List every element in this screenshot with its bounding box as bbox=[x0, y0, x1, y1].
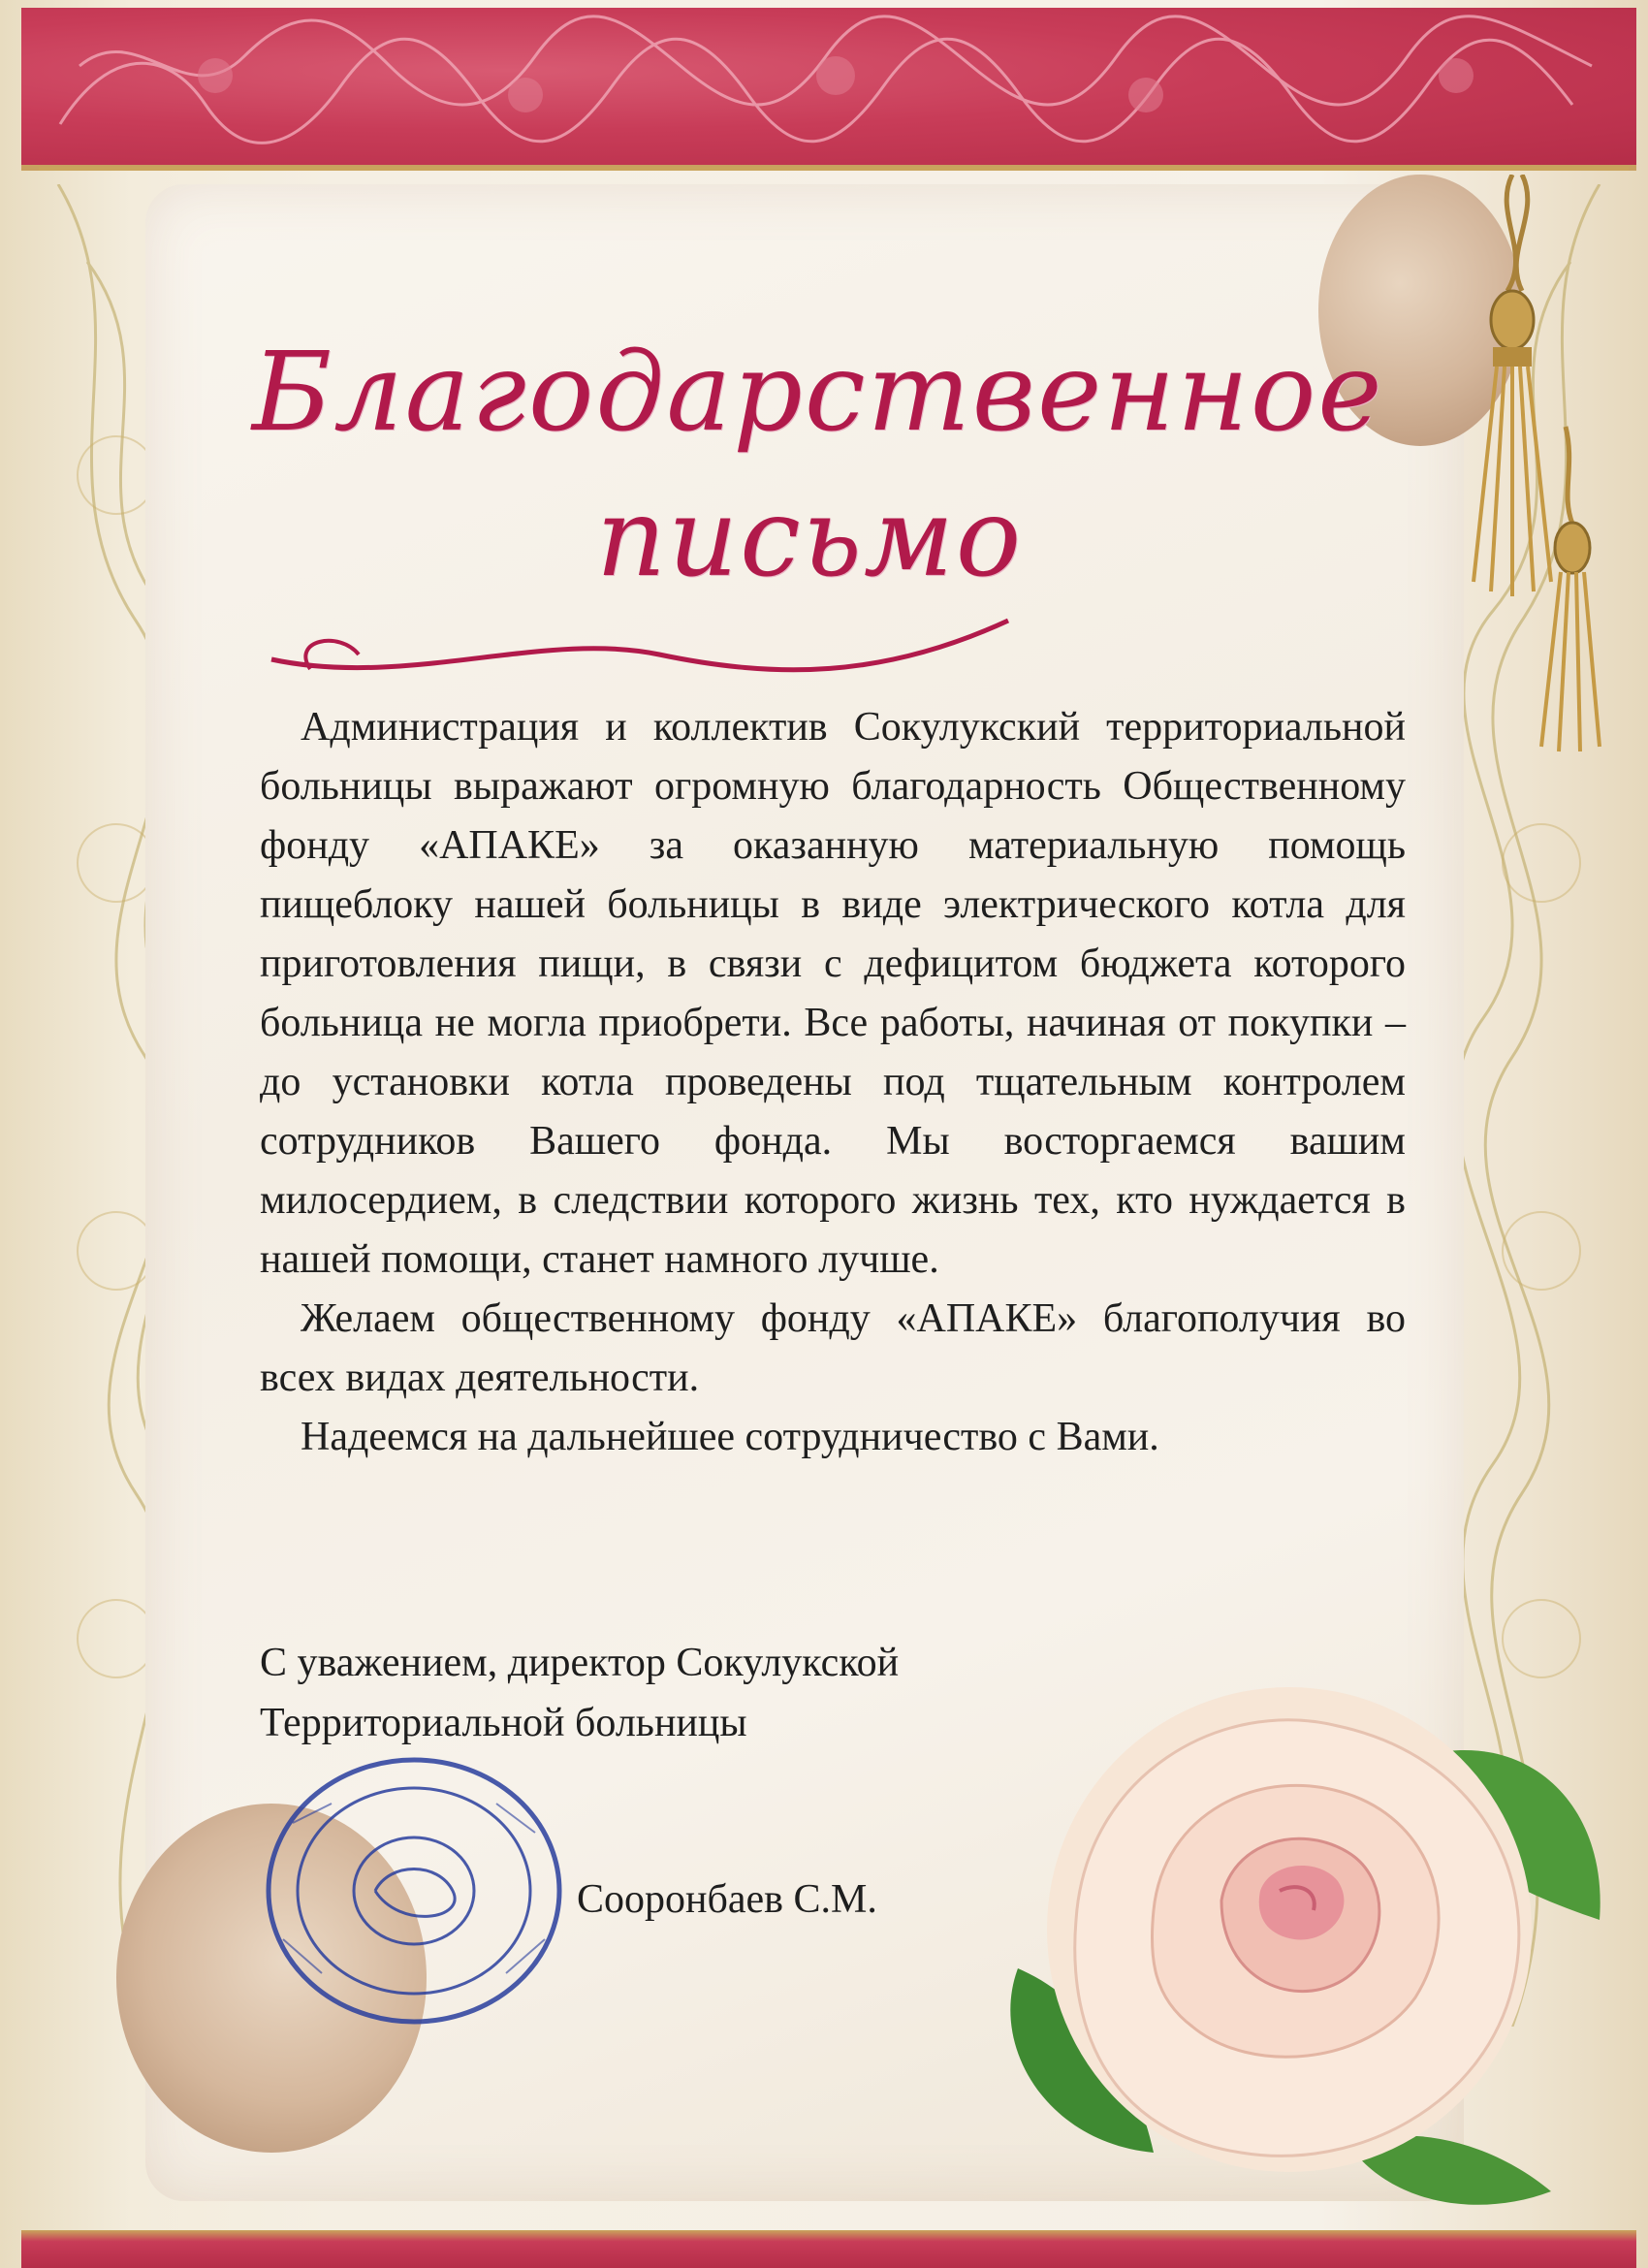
signer-name: Сооронбаев С.М. bbox=[577, 1877, 877, 1922]
title-line-1: Благодарственное bbox=[252, 330, 1384, 456]
body-paragraph: Надеемся на дальнейшее сотрудничество с Вами. bbox=[301, 1415, 1159, 1459]
body-paragraph: Администрация и коллектив Сокулукский территориальной больницы выражают огромную благодарность Общественному фонду «АПАКЕ» за оказанную материальную помощь пищеблоку нашей больницы в виде электрического котла для приготовления пищи, в связи с дефицитом бюджета которого больница не могла приобрети. Все работы, начиная от покупки – до установки котла проведены под тщательным контролем сотрудников Вашего фонда. Мы восторгаемся вашим милосердием, в следствии которого жизнь тех, кто нуждается в нашей помощи, станет намного лучше. bbox=[260, 705, 1406, 1282]
signature-line-2: Территориальной больницы bbox=[260, 1701, 747, 1745]
title-line-2: письмо bbox=[595, 475, 1024, 601]
title-flourish bbox=[252, 601, 1028, 688]
gold-divider-line bbox=[39, 167, 1629, 171]
rose-icon bbox=[931, 1600, 1629, 2240]
official-stamp-icon bbox=[254, 1745, 574, 2036]
gold-tassel-icon bbox=[1396, 175, 1619, 756]
letter-body bbox=[260, 698, 1406, 1467]
top-ornament-band bbox=[21, 8, 1636, 171]
bottom-ornament-band bbox=[21, 2230, 1636, 2268]
signature-line-1: С уважением, директор Сокулукской bbox=[260, 1641, 900, 1685]
body-paragraph: Желаем общественному фонду «АПАКЕ» благополучия во всех видах деятельности. bbox=[260, 1296, 1406, 1400]
